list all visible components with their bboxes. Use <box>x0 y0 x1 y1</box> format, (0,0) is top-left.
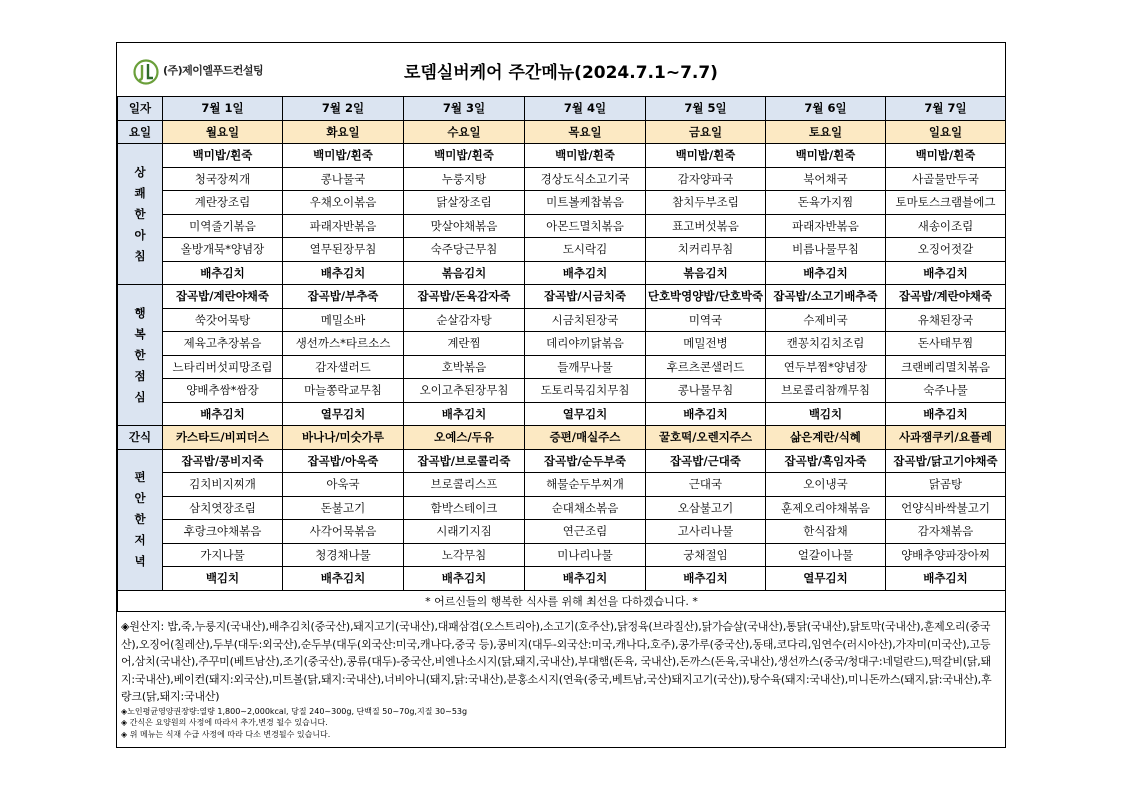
lunch-item: 메밀전병 <box>646 332 766 356</box>
lunch-item: 제육고추장볶음 <box>163 332 283 356</box>
breakfast-item: 청국장찌개 <box>163 167 283 191</box>
dinner-item: 오이냉국 <box>766 473 886 497</box>
lunch-item: 브로콜리참깨무침 <box>766 379 886 403</box>
lunch-item: 배추김치 <box>404 402 525 426</box>
lunch-item: 돈사태무찜 <box>886 332 1006 356</box>
lunch-item: 마늘쫑락교무침 <box>283 379 404 403</box>
dinner-row <box>118 520 1006 544</box>
breakfast-item: 배추김치 <box>886 261 1006 285</box>
breakfast-item: 누룽지탕 <box>404 167 525 191</box>
breakfast-label <box>118 144 163 285</box>
day-header: 7월 2일 <box>283 97 404 121</box>
lunch-item: 쑥갓어묵탕 <box>163 308 283 332</box>
lunch-item: 유채된장국 <box>886 308 1006 332</box>
breakfast-item: 오징어젓갈 <box>886 238 1006 262</box>
lunch-item: 잡곡밥/계란야채죽 <box>886 285 1006 309</box>
breakfast-item: 백미밥/흰죽 <box>283 144 404 168</box>
breakfast-item: 백미밥/흰죽 <box>766 144 886 168</box>
snack-item: 꿀호떡/오렌지주스 <box>646 426 766 450</box>
snack-label: 간식 <box>118 426 163 450</box>
lunch-item: 배추김치 <box>886 402 1006 426</box>
breakfast-item: 콩나물국 <box>283 167 404 191</box>
page-title: 로뎀실버케어 주간메뉴(2024.7.1~7.7) <box>404 63 718 83</box>
dinner-item: 순대채소볶음 <box>525 496 646 520</box>
lunch-item: 배추김치 <box>163 402 283 426</box>
dinner-item: 감자채볶음 <box>886 520 1006 544</box>
breakfast-row <box>118 214 1006 238</box>
lunch-item: 연두부찜*양념장 <box>766 355 886 379</box>
lunch-item: 감자샐러드 <box>283 355 404 379</box>
breakfast-item: 새송이조림 <box>886 214 1006 238</box>
snack-item: 삶은계란/식혜 <box>766 426 886 450</box>
lunch-item: 들깨무나물 <box>525 355 646 379</box>
lunch-label-char: 심 <box>134 389 146 404</box>
dinner-item: 돈불고기 <box>283 496 404 520</box>
dinner-item: 잡곡밥/순두부죽 <box>525 449 646 473</box>
day-header: 7월 1일 <box>163 97 283 121</box>
weekday-label: 요일 <box>118 120 163 144</box>
lunch-item: 순살감자탕 <box>404 308 525 332</box>
dinner-item: 고사리나물 <box>646 520 766 544</box>
breakfast-item: 볶음김치 <box>404 261 525 285</box>
dinner-item: 잡곡밥/콩비지죽 <box>163 449 283 473</box>
lunch-item: 캔꽁치김치조림 <box>766 332 886 356</box>
dinner-row <box>118 449 1006 473</box>
weekday-header: 일요일 <box>886 120 1006 144</box>
dinner-item: 잡곡밥/아욱죽 <box>283 449 404 473</box>
dinner-item: 언양식바싹불고기 <box>886 496 1006 520</box>
weekday-header: 화요일 <box>283 120 404 144</box>
breakfast-item: 미역줄기볶음 <box>163 214 283 238</box>
breakfast-item: 백미밥/흰죽 <box>886 144 1006 168</box>
lunch-row <box>118 308 1006 332</box>
breakfast-row <box>118 144 1006 168</box>
weekday-header: 금요일 <box>646 120 766 144</box>
dinner-item: 청경채나물 <box>283 543 404 567</box>
lunch-item: 미역국 <box>646 308 766 332</box>
nutrition-note: ◈노인평균영양권장량:열량 1,800~2,000kcal, 당질 240~300g, 단백질 50~70g,지질 30~53g <box>121 706 468 716</box>
breakfast-item: 열무된장무침 <box>283 238 404 262</box>
breakfast-item: 숙주당근무침 <box>404 238 525 262</box>
lunch-row <box>118 379 1006 403</box>
date-row <box>118 97 1006 121</box>
breakfast-item: 백미밥/흰죽 <box>404 144 525 168</box>
weekly-menu-table <box>117 96 1006 612</box>
breakfast-item: 백미밥/흰죽 <box>646 144 766 168</box>
weekday-header: 토요일 <box>766 120 886 144</box>
dinner-item: 후랑크야채볶음 <box>163 520 283 544</box>
breakfast-item: 참치두부조림 <box>646 191 766 215</box>
day-header: 7월 3일 <box>404 97 525 121</box>
dinner-label-char: 녁 <box>134 554 146 568</box>
dinner-item: 김치비지찌개 <box>163 473 283 497</box>
notice-row <box>118 590 1006 611</box>
dinner-item: 사각어묵볶음 <box>283 520 404 544</box>
breakfast-item: 배추김치 <box>525 261 646 285</box>
lunch-item: 크랜베리멸치볶음 <box>886 355 1006 379</box>
day-header: 7월 4일 <box>525 97 646 121</box>
dinner-row <box>118 543 1006 567</box>
breakfast-item: 맛살야채볶음 <box>404 214 525 238</box>
day-header: 7월 7일 <box>886 97 1006 121</box>
snack-item: 오예스/두유 <box>404 426 525 450</box>
dinner-row <box>118 567 1006 591</box>
breakfast-item: 도시락김 <box>525 238 646 262</box>
lunch-item: 느타리버섯피망조림 <box>163 355 283 379</box>
snack-note: ◈ 간식은 요양원의 사정에 따라서 추가,변경 될수 있습니다. <box>121 718 328 727</box>
dinner-item: 배추김치 <box>283 567 404 591</box>
dinner-item: 잡곡밥/근대죽 <box>646 449 766 473</box>
dinner-item: 배추김치 <box>404 567 525 591</box>
date-label: 일자 <box>118 97 163 121</box>
company-name: (주)제이엘푸드컨설팅 <box>163 64 264 77</box>
menu-change-note: ◈ 위 메뉴는 식재 수급 사정에 따라 다소 변경될수 있습니다. <box>121 729 331 739</box>
lunch-row <box>118 355 1006 379</box>
dinner-item: 배추김치 <box>525 567 646 591</box>
origin-info: ◈원산지: 밥,죽,누룽지(국내산),배추김치(중국산),돼지고기(국내산),대패삼겹(오스트리아),소고기(호주산),닭정육(브라질산),닭가슴살(국내산),통닭(국내산),닭토막(국내산),훈제오리(중국산),오징어(칠레산),두부(대두:외국산),순두부(대두(외국산:미국,캐나다,중국 등),콩비지(대두-외국산:미국,캐나다,호주),콩가루(중국산),동태,코다리,임연수(러시아산),가자미(미국산),고등어,삼치(국내산),주꾸미(베트남산),조기(중국산),콩류(대두)-중국산,비엔나소시지(닭,돼지,국내산),부대햄(돈육, 국내산),돈까스(돈육,국내산),생선까스(중국/청대구:네덜란드),떡갈비(닭,돼지:국내산),베이컨(돼지:외국산),미트볼(닭,돼지:국내산),너비아니(돼지,닭:국내산),분홍소시지(연육(중국,베트남,국산)돼지고기(국산)),탕수육(돼지:국내산),미니돈까스(돼지,닭:국내산),후랑크(닭,돼지:국내산) <box>121 620 992 703</box>
lunch-item: 잡곡밥/돈육감자죽 <box>404 285 525 309</box>
dinner-item: 훈제오리야채볶음 <box>766 496 886 520</box>
lunch-label-char: 점 <box>134 368 146 383</box>
breakfast-item: 닭살장조림 <box>404 191 525 215</box>
breakfast-label-char: 상 <box>134 164 146 179</box>
lunch-item: 도토리묵김치무침 <box>525 379 646 403</box>
dinner-item: 배추김치 <box>886 567 1006 591</box>
lunch-row <box>118 332 1006 356</box>
dinner-item: 미나리나물 <box>525 543 646 567</box>
dinner-item: 삼치엿장조림 <box>163 496 283 520</box>
lunch-row <box>118 285 1006 309</box>
breakfast-item: 배추김치 <box>163 261 283 285</box>
dinner-item: 아욱국 <box>283 473 404 497</box>
dinner-item: 열무김치 <box>766 567 886 591</box>
snack-item: 카스타드/비피더스 <box>163 426 283 450</box>
weekday-header: 월요일 <box>163 120 283 144</box>
lunch-label-char: 한 <box>134 347 146 362</box>
dinner-row <box>118 496 1006 520</box>
header <box>117 43 1005 96</box>
dinner-item: 연근조림 <box>525 520 646 544</box>
dinner-label-char: 한 <box>134 512 146 526</box>
lunch-item: 오이고추된장무침 <box>404 379 525 403</box>
dinner-item: 닭곰탕 <box>886 473 1006 497</box>
dinner-item: 시래기지짐 <box>404 520 525 544</box>
breakfast-row <box>118 167 1006 191</box>
breakfast-item: 미트볼케찹볶음 <box>525 191 646 215</box>
dinner-item: 양배추양파장아찌 <box>886 543 1006 567</box>
dinner-item: 해물순두부찌개 <box>525 473 646 497</box>
breakfast-item: 북어채국 <box>766 167 886 191</box>
dinner-item: 브로콜리스프 <box>404 473 525 497</box>
lunch-item: 백김치 <box>766 402 886 426</box>
lunch-item: 배추김치 <box>646 402 766 426</box>
dinner-item: 잡곡밥/브로콜리죽 <box>404 449 525 473</box>
breakfast-label-char: 침 <box>134 248 146 263</box>
dinner-item: 궁채절임 <box>646 543 766 567</box>
breakfast-item: 토마토스크램블에그 <box>886 191 1006 215</box>
lunch-item: 열무김치 <box>283 402 404 426</box>
lunch-item: 숙주나물 <box>886 379 1006 403</box>
snack-item: 사과잼쿠키/요플레 <box>886 426 1006 450</box>
dinner-label <box>118 449 163 590</box>
breakfast-item: 계란장조림 <box>163 191 283 215</box>
breakfast-item: 표고버섯볶음 <box>646 214 766 238</box>
breakfast-item: 올방개묵*양념장 <box>163 238 283 262</box>
lunch-item: 호박볶음 <box>404 355 525 379</box>
lunch-item: 잡곡밥/시금치죽 <box>525 285 646 309</box>
snack-item: 증편/매실주스 <box>525 426 646 450</box>
breakfast-label-char: 쾌 <box>134 185 146 200</box>
breakfast-item: 파래자반볶음 <box>766 214 886 238</box>
day-header: 7월 6일 <box>766 97 886 121</box>
dinner-item: 가지나물 <box>163 543 283 567</box>
breakfast-item: 사골물만두국 <box>886 167 1006 191</box>
lunch-label <box>118 285 163 426</box>
lunch-label-char: 복 <box>134 326 146 341</box>
breakfast-item: 감자양파국 <box>646 167 766 191</box>
lunch-item: 양배추쌈*쌈장 <box>163 379 283 403</box>
lunch-item: 단호박영양밥/단호박죽 <box>646 285 766 309</box>
footer <box>117 614 1005 740</box>
lunch-label-char: 행 <box>134 305 146 320</box>
breakfast-item: 치커리무침 <box>646 238 766 262</box>
lunch-item: 메밀소바 <box>283 308 404 332</box>
breakfast-item: 돈육가지찜 <box>766 191 886 215</box>
breakfast-item: 배추김치 <box>766 261 886 285</box>
lunch-item: 잡곡밥/부추죽 <box>283 285 404 309</box>
dinner-item: 노각무침 <box>404 543 525 567</box>
weekday-row <box>118 120 1006 144</box>
breakfast-row <box>118 191 1006 215</box>
snack-row <box>118 426 1006 450</box>
breakfast-item: 파래자반볶음 <box>283 214 404 238</box>
breakfast-row <box>118 261 1006 285</box>
snack-item: 바나나/미숫가루 <box>283 426 404 450</box>
dinner-item: 잡곡밥/닭고기야채죽 <box>886 449 1006 473</box>
breakfast-label-char: 아 <box>134 227 146 242</box>
breakfast-item: 볶음김치 <box>646 261 766 285</box>
breakfast-item: 비름나물무침 <box>766 238 886 262</box>
lunch-item: 수제비국 <box>766 308 886 332</box>
dinner-label-char: 안 <box>134 491 146 505</box>
day-header: 7월 5일 <box>646 97 766 121</box>
lunch-item: 데리야끼닭볶음 <box>525 332 646 356</box>
breakfast-label-char: 한 <box>134 206 146 221</box>
weekday-header: 수요일 <box>404 120 525 144</box>
dinner-item: 잡곡밥/흑임자죽 <box>766 449 886 473</box>
lunch-item: 시금치된장국 <box>525 308 646 332</box>
breakfast-item: 배추김치 <box>283 261 404 285</box>
breakfast-item: 우채오이볶음 <box>283 191 404 215</box>
lunch-row <box>118 402 1006 426</box>
lunch-item: 후르츠콘샐러드 <box>646 355 766 379</box>
lunch-item: 콩나물무침 <box>646 379 766 403</box>
lunch-item: 열무김치 <box>525 402 646 426</box>
dinner-item: 얼갈이나물 <box>766 543 886 567</box>
breakfast-item: 백미밥/흰죽 <box>525 144 646 168</box>
dinner-item: 함박스테이크 <box>404 496 525 520</box>
breakfast-item: 아몬드멸치볶음 <box>525 214 646 238</box>
dinner-item: 배추김치 <box>646 567 766 591</box>
dinner-label-char: 저 <box>134 533 146 547</box>
lunch-item: 잡곡밥/계란야채죽 <box>163 285 283 309</box>
weekday-header: 목요일 <box>525 120 646 144</box>
dinner-item: 근대국 <box>646 473 766 497</box>
dinner-item: 백김치 <box>163 567 283 591</box>
lunch-item: 계란찜 <box>404 332 525 356</box>
breakfast-item: 백미밥/흰죽 <box>163 144 283 168</box>
dinner-row <box>118 473 1006 497</box>
breakfast-row <box>118 238 1006 262</box>
dinner-item: 한식잡채 <box>766 520 886 544</box>
dinner-item: 오삼불고기 <box>646 496 766 520</box>
dinner-label-char: 편 <box>134 470 146 484</box>
menu-sheet <box>116 42 1006 748</box>
lunch-item: 잡곡밥/소고기배추죽 <box>766 285 886 309</box>
lunch-item: 생선까스*타르소스 <box>283 332 404 356</box>
breakfast-item: 경상도식소고기국 <box>525 167 646 191</box>
notice-text: * 어르신들의 행복한 식사를 위해 최선을 다하겠습니다. * <box>118 590 1006 611</box>
